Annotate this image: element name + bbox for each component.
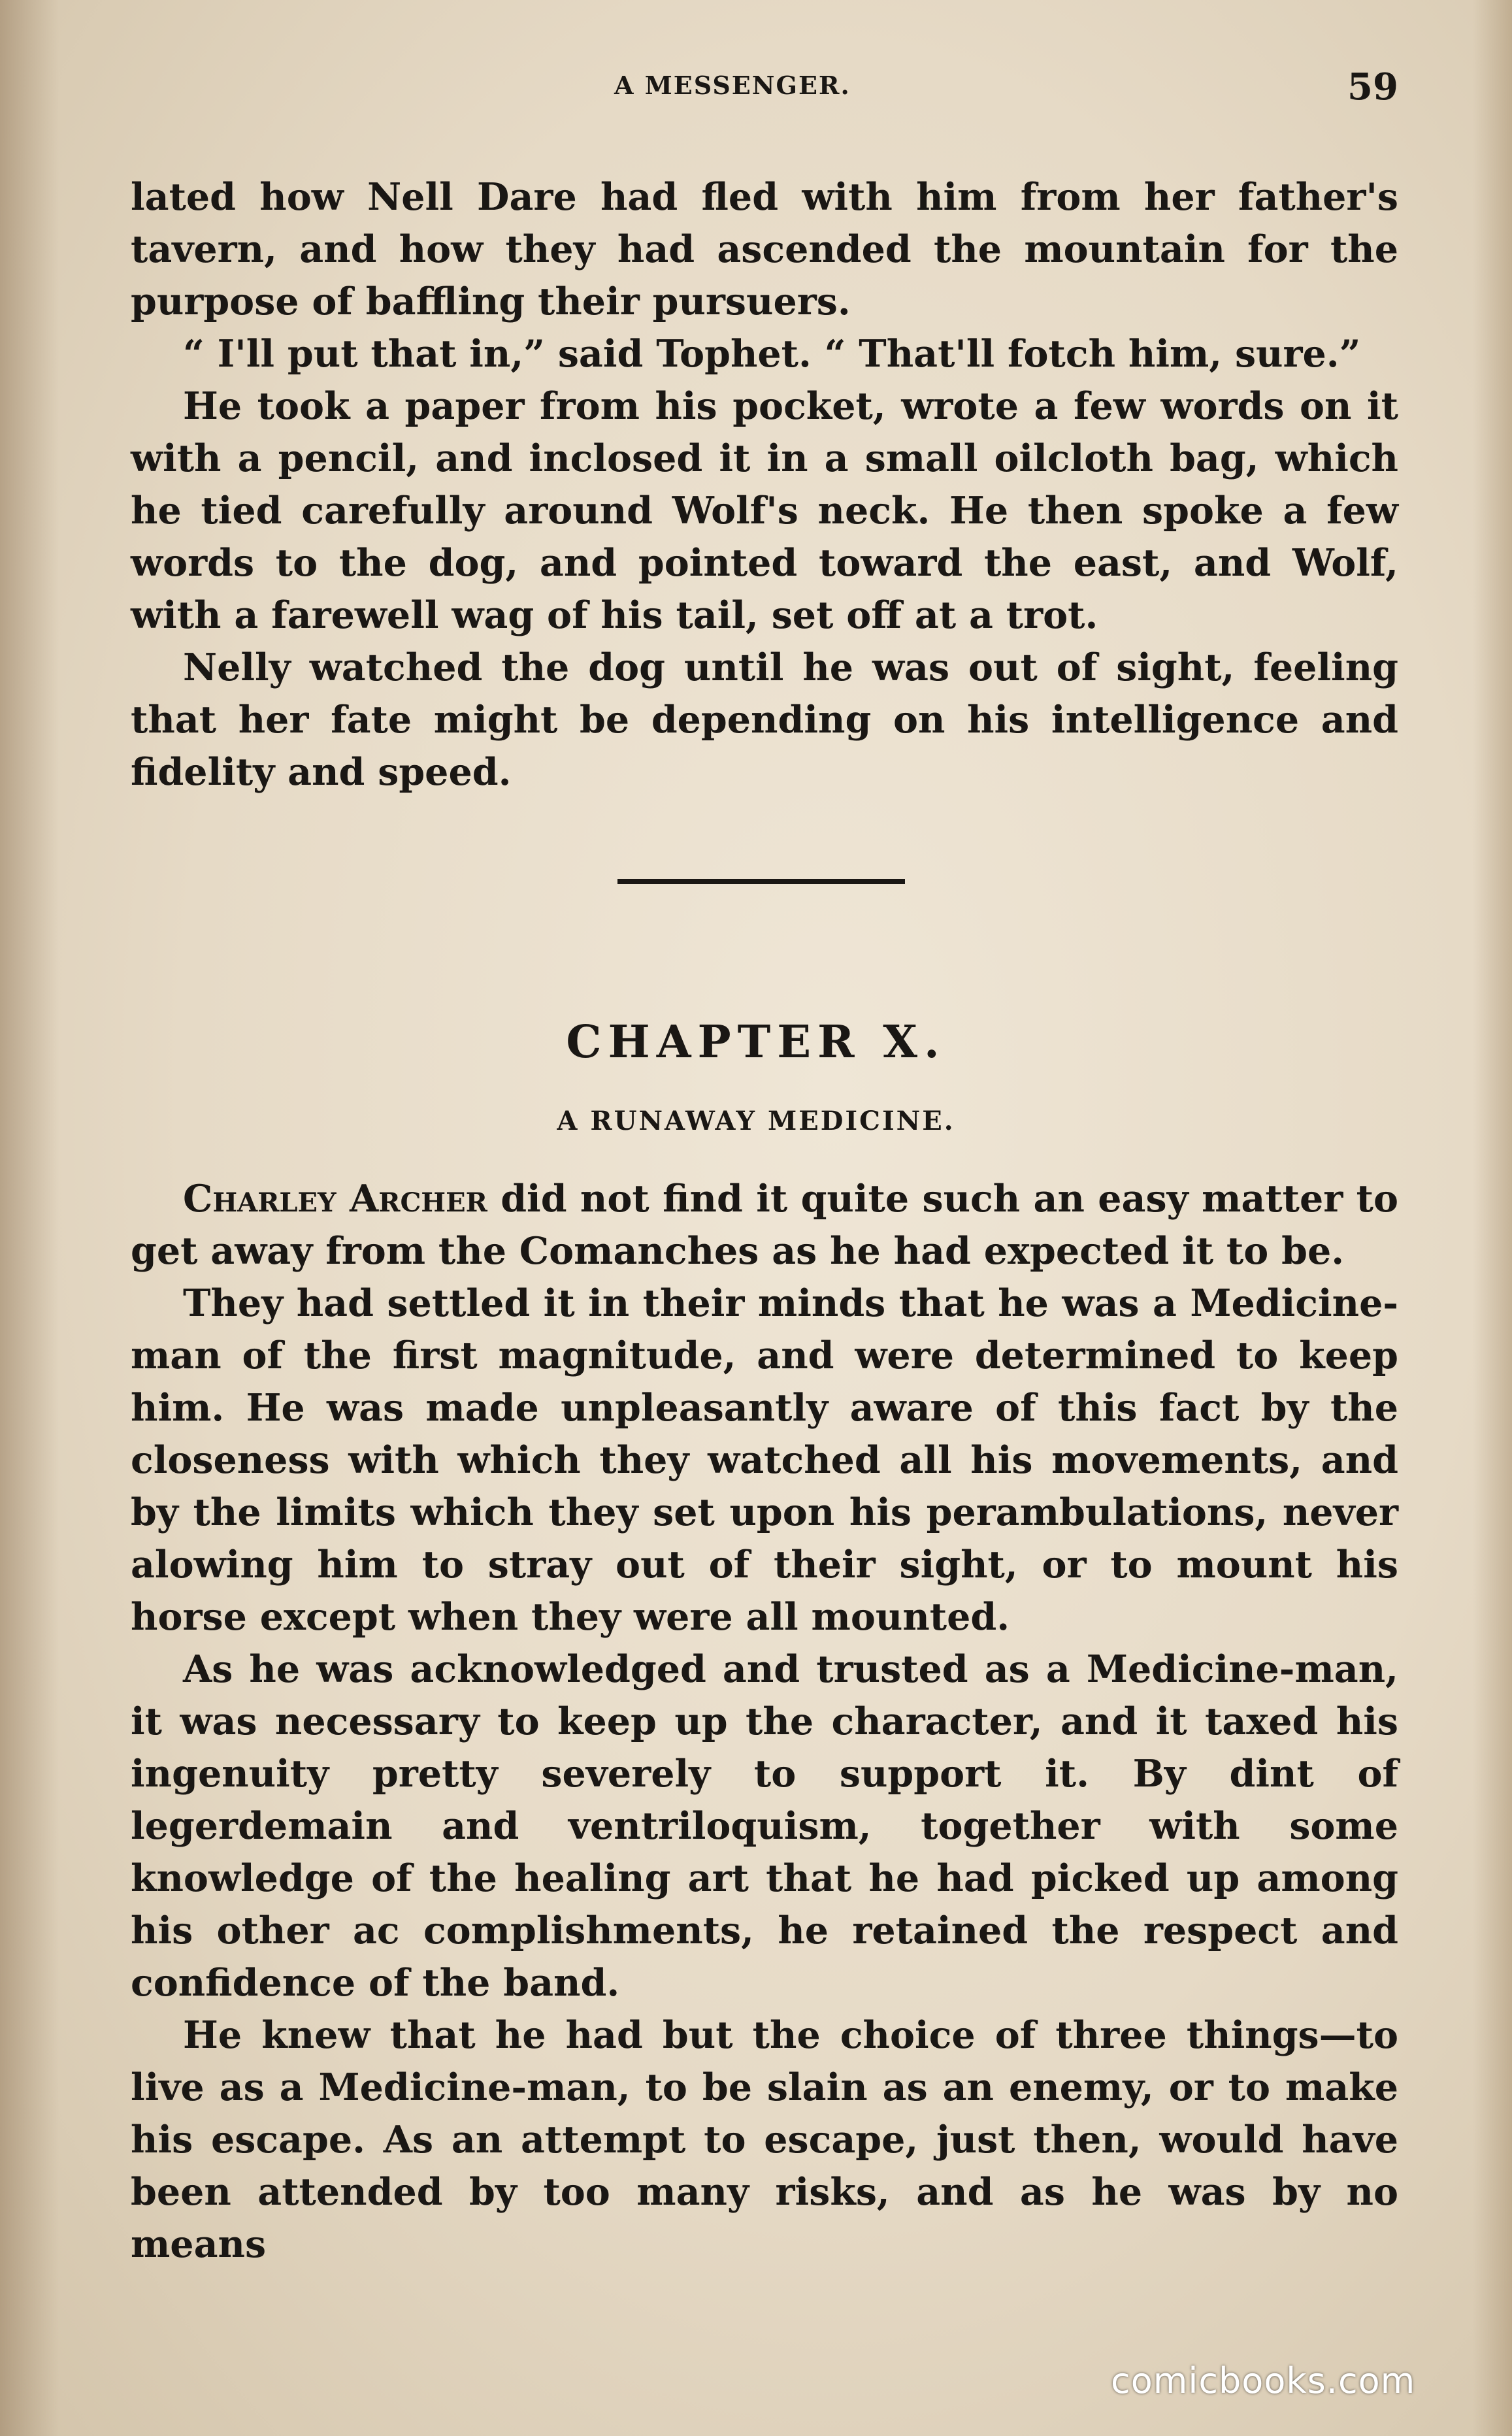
paragraph-continued: lated how Nell Dare had fled with him from her father's tavern, and how they had ascended the mountain for the purpose of baffling their pursuers. bbox=[131, 175, 1398, 323]
paragraph: He took a paper from his pocket, wrote a few words on it with a pencil, and inclosed it in a small oilcloth bag, which he tied carefully around Wolf's neck. He then spoke a few words to the dog, and pointed toward the east, and Wolf, with a farewell wag of his tail, set off at a trot. bbox=[131, 384, 1398, 637]
chapter-text-block bbox=[131, 1173, 1398, 2271]
paragraph: “ I'll put that in,” said Tophet. “ That'll fotch him, sure.” bbox=[183, 332, 1361, 376]
paragraph: As he was acknowledged and trusted as a Medicine-man, it was necessary to keep up the character, and it taxed his ingenuity pretty severely to support it. By dint of legerdemain and ventriloquism, together with some knowledge of the healing art that he had picked up among his other ac complishments, he retained the respect and confidence of the band. bbox=[131, 1647, 1398, 2005]
paragraph: He knew that he had but the choice of three things—to live as a Medicine-man, to be slain as an enemy, or to make his escape. As an attempt to escape, just then, would have been attended by too many risks, and as he was by no means bbox=[131, 2013, 1398, 2266]
page-number: 59 bbox=[1347, 65, 1398, 108]
paragraph: They had settled it in their minds that he was a Medicine-man of the first magnitude, and were determined to keep him. He was made unpleasantly aware of this fact by the closeness with which they watched all his movements, and by the limits which they set upon his perambulations, never alowing him to stray out of their sight, or to mount his horse except when they were all mounted. bbox=[131, 1281, 1398, 1639]
chapter-opening-paragraph bbox=[131, 1173, 1398, 1277]
section-divider-rule bbox=[617, 879, 905, 884]
chapter-subtitle: A RUNAWAY MEDICINE. bbox=[557, 1106, 955, 1136]
top-text-block bbox=[131, 171, 1398, 798]
source-watermark: comicbooks.com bbox=[1111, 2360, 1416, 2401]
page-edge-shadow-left bbox=[0, 0, 59, 2436]
running-head: A MESSENGER. bbox=[614, 71, 851, 100]
chapter-title: CHAPTER X. bbox=[566, 1016, 946, 1068]
paragraph: Nelly watched the dog until he was out of sight, feeling that her fate might be depending on his intelligence and fidelity and speed. bbox=[131, 646, 1398, 794]
opening-paragraph-rest: did not find it quite such an easy matter to get away from the Comanches as he had expected it to be. bbox=[131, 1177, 1398, 1273]
page-edge-shadow-right bbox=[1473, 0, 1512, 2436]
opening-name-smallcaps: Charley Archer bbox=[183, 1177, 487, 1221]
